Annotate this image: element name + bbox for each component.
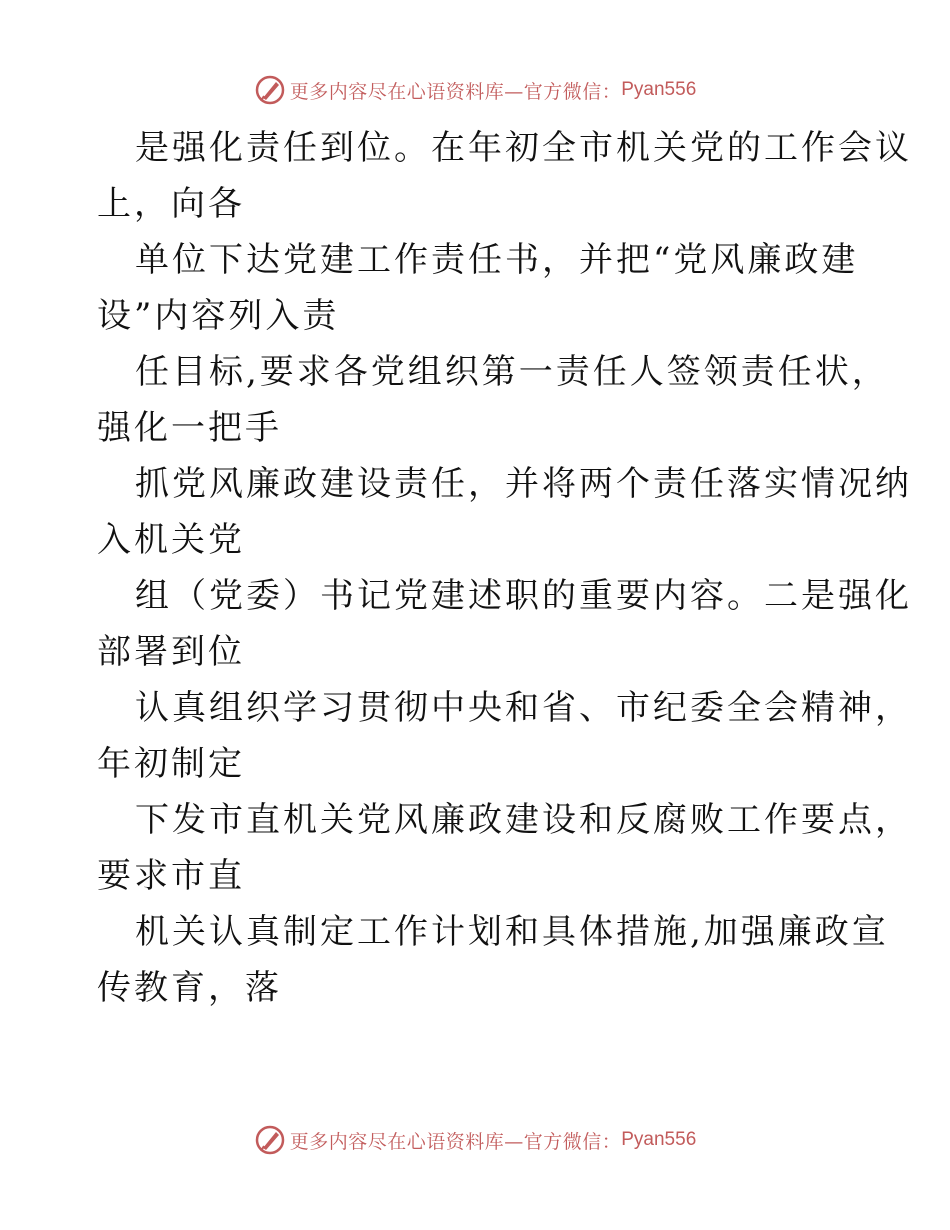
- watermark-wechat-id: Pyan556: [621, 79, 697, 100]
- body-line: 入机关党: [97, 520, 245, 560]
- footer-watermark: [0, 1120, 950, 1160]
- body-line: 设”内容列入责: [97, 296, 340, 336]
- body-line: 传教育，落: [97, 968, 282, 1008]
- watermark-wechat-id: Pyan556: [621, 1129, 697, 1150]
- document-body: [97, 120, 912, 1016]
- body-line: 认真组织学习贯彻中央和省、市纪委全会精神，: [135, 688, 912, 728]
- body-line: 组（党委）书记党建述职的重要内容。二是强化: [135, 576, 912, 616]
- header-watermark: [0, 70, 950, 110]
- body-line: 部署到位: [97, 632, 245, 672]
- body-line: 是强化责任到位。在年初全市机关党的工作会议: [135, 128, 912, 168]
- body-line: 抓党风廉政建设责任，并将两个责任落实情况纳: [135, 464, 912, 504]
- watermark-text: 更多内容尽在心语资料库—官方微信：: [289, 1130, 622, 1153]
- body-line: 上，向各: [97, 184, 245, 224]
- body-line: 机关认真制定工作计划和具体措施,加强廉政宣: [135, 912, 889, 952]
- body-line: 强化一把手: [97, 408, 282, 448]
- body-line: 年初制定: [97, 744, 245, 784]
- body-line: 下发市直机关党风廉政建设和反腐败工作要点，: [135, 800, 912, 840]
- body-line: 单位下达党建工作责任书，并把“党风廉政建: [135, 240, 859, 280]
- red-quill-logo-icon: [254, 1124, 286, 1156]
- red-quill-logo-icon: [254, 74, 286, 106]
- body-line: 任目标,要求各党组织第一责任人签领责任状，: [135, 352, 889, 392]
- watermark-text: 更多内容尽在心语资料库—官方微信：: [289, 80, 622, 103]
- body-line: 要求市直: [97, 856, 245, 896]
